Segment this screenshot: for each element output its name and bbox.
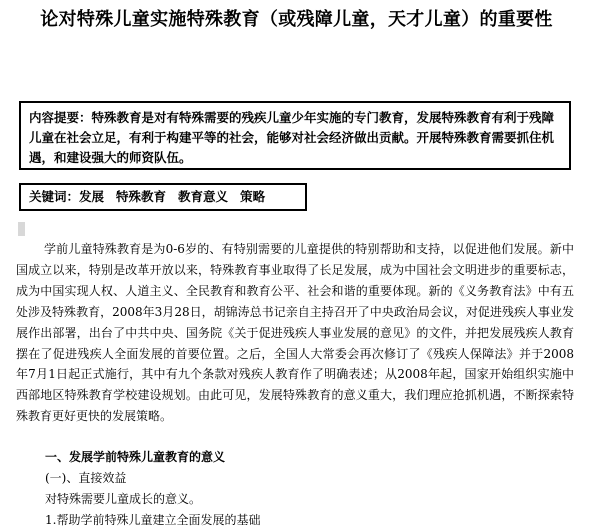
keyword-item: 策略 (240, 189, 266, 204)
page-title: 论对特殊儿童实施特殊教育（或残障儿童，天才儿童）的重要性 (40, 9, 553, 30)
keywords-label: 关键词： (29, 189, 80, 204)
text-cursor-marker (18, 222, 25, 236)
section-heading: 一、发展学前特殊儿童教育的意义 (45, 450, 226, 464)
body-paragraph: 学前儿童特殊教育是为0-6岁的、有特别需要的儿童提供的特别帮助和支持，以促进他们发展。新中国成立以来，特别是改革开放以来，特殊教育事业取得了长足发展，成为中国社会文明进步的重要标志，成为中国实现人权、人道主义、全民教育和教育公平、社会和谐的重要体现。新的《义务教育法》中有五处涉及特殊教育，2008年3月28日，胡锦涛总书记亲自主持召开了中央政治局会议，对促进残疾人事业发展作出部署，出台了中共中央、国务院《关于促进残疾人事业发展的意见》的文件，并把发展残疾人教育摆在了促进残疾人全面发展的首要位置。之后，全国人大常委会再次修订了《残疾人保障法》并于2008年7月1日起正式施行，其中有九个条款对残疾人教育作了明确表述；从2008年起，国家开始组织实施中西部地区特殊教育学校建设规划。由此可见，发展特殊教育的意义重大，我们理应抢抓机遇，不断探索特殊教育更好更快的发展策略。 (16, 242, 574, 424)
body-line: 对特殊需要儿童成长的意义。 (45, 492, 202, 506)
keyword-item: 教育意义 (178, 189, 229, 204)
abstract-text: 特殊教育是对有特殊需要的残疾儿童少年实施的专门教育，发展特殊教育有利于残障儿童在社会立足，有利于构建平等的社会，能够对社会经济做出贡献。开展特殊教育需要抓住机遇，和建设强大的师资队伍。 (29, 110, 555, 165)
keyword-item: 特殊教育 (116, 189, 167, 204)
abstract-box (19, 101, 571, 170)
subsection-heading: (一)、直接效益 (45, 471, 127, 485)
keyword-item: 发展 (79, 189, 105, 204)
body-line: 1.帮助学前特殊儿童建立全面发展的基础 (45, 513, 261, 527)
keywords-box (19, 183, 307, 211)
abstract-label: 内容提要： (29, 110, 92, 125)
